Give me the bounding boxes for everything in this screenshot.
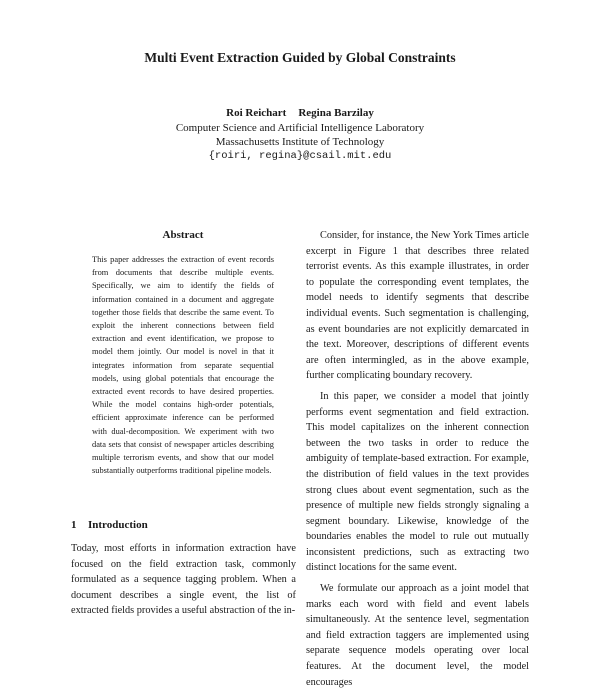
paragraph: Consider, for instance, the New York Times article excerpt in Figure 1 that describes three related terrorist events. As this example illustrates, in order to populate the corresponding event templates, the model needs to identify segments that describe individual events. Such segmentation is challenging, as event boundaries are not explicitly demarcated in the text. Moreover, descriptions of different events are often intermingled, as in the above example, further complicating boundary recovery. [306, 230, 529, 382]
paper-title: Multi Event Extraction Guided by Global Constraints [144, 50, 456, 65]
paragraph: In this paper, we consider a model that jointly performs event segmentation and field extraction. This model capitalizes on the inherent connection between the two tasks in order to reduce the ambiguity of template-based extraction. For example, the distribution of field values in the text provides strong clues about event segmentation, such as the presence of multiple new fields strongly signaling a segment boundary. Likewise, knowledge of the boundaries enables the model to rule out mutually inconsistent predictions, such as extracting two distinct locations for the same event. [306, 390, 529, 574]
introduction-body [71, 541, 296, 619]
author-name: Roi Reichart [226, 107, 287, 119]
abstract-body [92, 253, 274, 477]
abstract-text: This paper addresses the extraction of event records from documents that describe multiple events. Specifically, we aim to identify the fields of information contained in a document and aggregate together those fields that describe the same event. To exploit the inherent connections between field extraction and event identification, we propose to model them jointly. Our model is novel in that it integrates information from separate sequential models, using global potentials that encourage the extracted event records to have desired properties. While the model contains high-order potentials, efficient approximate inference can be performed with dual-decomposition. We experiment with two data sets that consist of newspaper articles describing multiple terrorism events, and show that our model substantially outperforms traditional pipeline models. [92, 255, 274, 476]
author-email: {roiri, regina}@csail.mit.edu [208, 150, 392, 162]
author-name: Regina Barzilay [298, 107, 374, 119]
abstract-heading: Abstract [162, 229, 204, 241]
author-list [0, 107, 600, 119]
section-title: Introduction [88, 519, 148, 531]
paragraph: We formulate our approach as a joint model that marks each word with field and event labels simultaneously. At the sentence level, segmentation and field extraction taggers are implemented using separate sequence models operating over local features. At the document level, the model encourages [306, 583, 529, 688]
paragraph: Today, most efforts in information extraction have focused on the field extraction task, commonly formulated as a sequence tagging problem. When a document describes a single event, the list of extracted fields provides a useful abstraction of the in- [71, 543, 296, 617]
affiliation-line: Computer Science and Artificial Intelligence Laboratory [175, 122, 425, 134]
affiliation-line: Massachusetts Institute of Technology [215, 136, 385, 148]
section-heading [71, 519, 301, 531]
section-number: 1 [71, 519, 77, 531]
right-column [306, 228, 529, 695]
